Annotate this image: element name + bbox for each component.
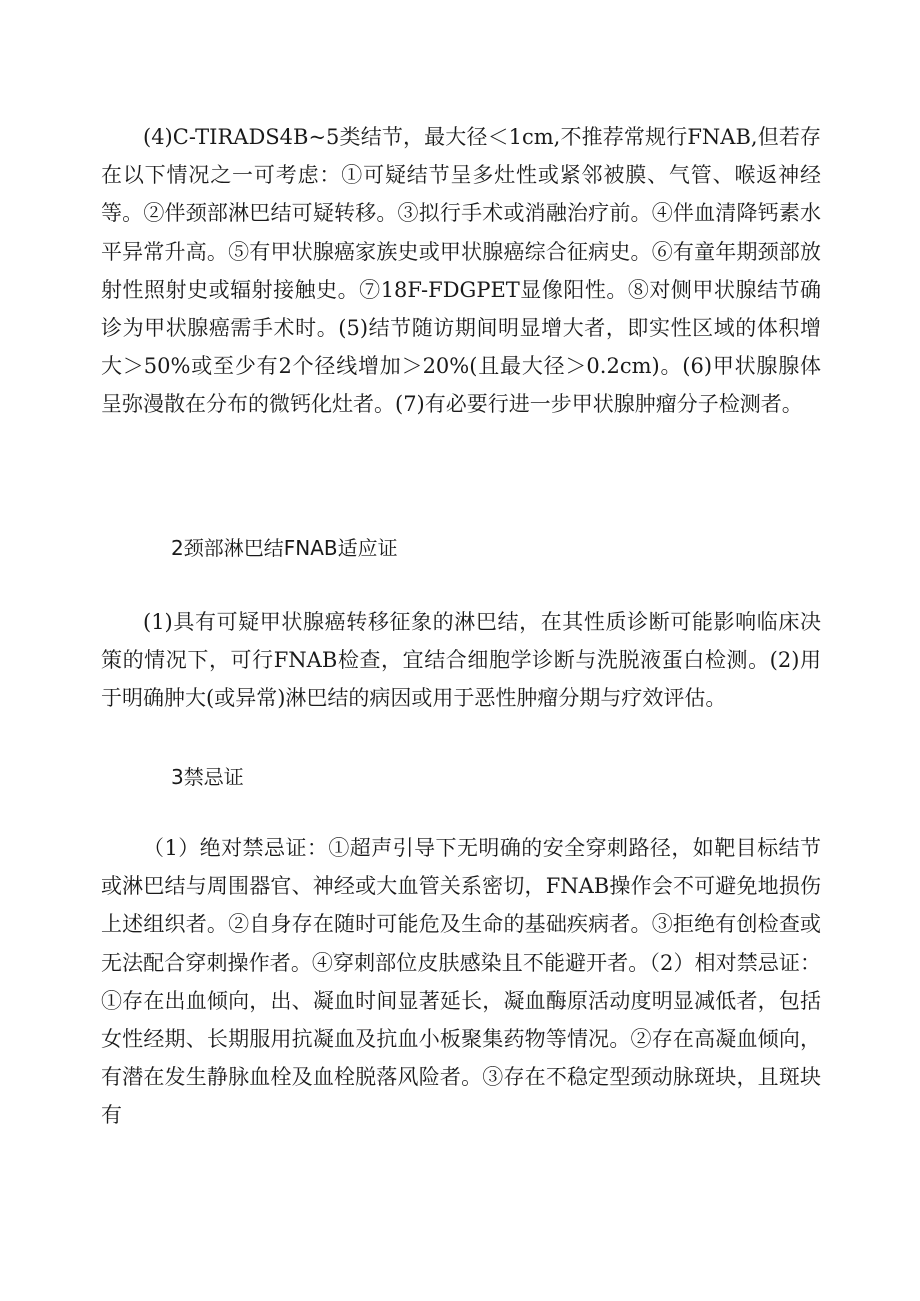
- section-heading-lymph-node-fnab: 2颈部淋巴结FNAB适应证: [171, 536, 398, 560]
- section-heading-contraindications: 3禁忌证: [171, 765, 244, 789]
- paragraph-contraindications: （1）绝对禁忌证：①超声引导下无明确的安全穿刺路径，如靶目标结节或淋巴结与周围器官、神经或大血管关系密切，FNAB操作会不可避免地损伤上述组织者。②自身存在随时可能危及生命的基础疾病者。③拒绝有创检查或无法配合穿刺操作者。④穿刺部位皮肤感染且不能避开者。（2）相对禁忌证：①存在出血倾向，出、凝血时间显著延长，凝血酶原活动度明显减低者，包括女性经期、长期服用抗凝血及抗血小板聚集药物等情况。②存在高凝血倾向，有潜在发生静脉血栓及血栓脱落风险者。③存在不稳定型颈动脉斑块，且斑块有: [101, 836, 821, 1128]
- paragraph-fnab-indications-continued: (4)C-TIRADS4B~5类结节，最大径＜1cm,不推荐常规行FNAB,但若存在以下情况之一可考虑：①可疑结节呈多灶性或紧邻被膜、气管、喉返神经等。②伴颈部淋巴结可疑转移。③拟行手术或消融治疗前。④伴血清降钙素水平异常升高。⑤有甲状腺癌家族史或甲状腺癌综合征病史。⑥有童年期颈部放射性照射史或辐射接触史。⑦18F-FDGPET显像阳性。⑧对侧甲状腺结节确诊为甲状腺癌需手术时。(5)结节随访期间明显增大者，即实性区域的体积增大＞50%或至少有2个径线增加＞20%(且最大径＞0.2cm)。(6)甲状腺腺体呈弥漫散在分布的微钙化灶者。(7)有必要行进一步甲状腺肿瘤分子检测者。: [101, 125, 821, 417]
- paragraph-lymph-node-indications: (1)具有可疑甲状腺癌转移征象的淋巴结，在其性质诊断可能影响临床决策的情况下，可行FNAB检查，宜结合细胞学诊断与洗脱液蛋白检测。(2)用于明确肿大(或异常)淋巴结的病因或用于恶性肿瘤分期与疗效评估。: [101, 610, 821, 711]
